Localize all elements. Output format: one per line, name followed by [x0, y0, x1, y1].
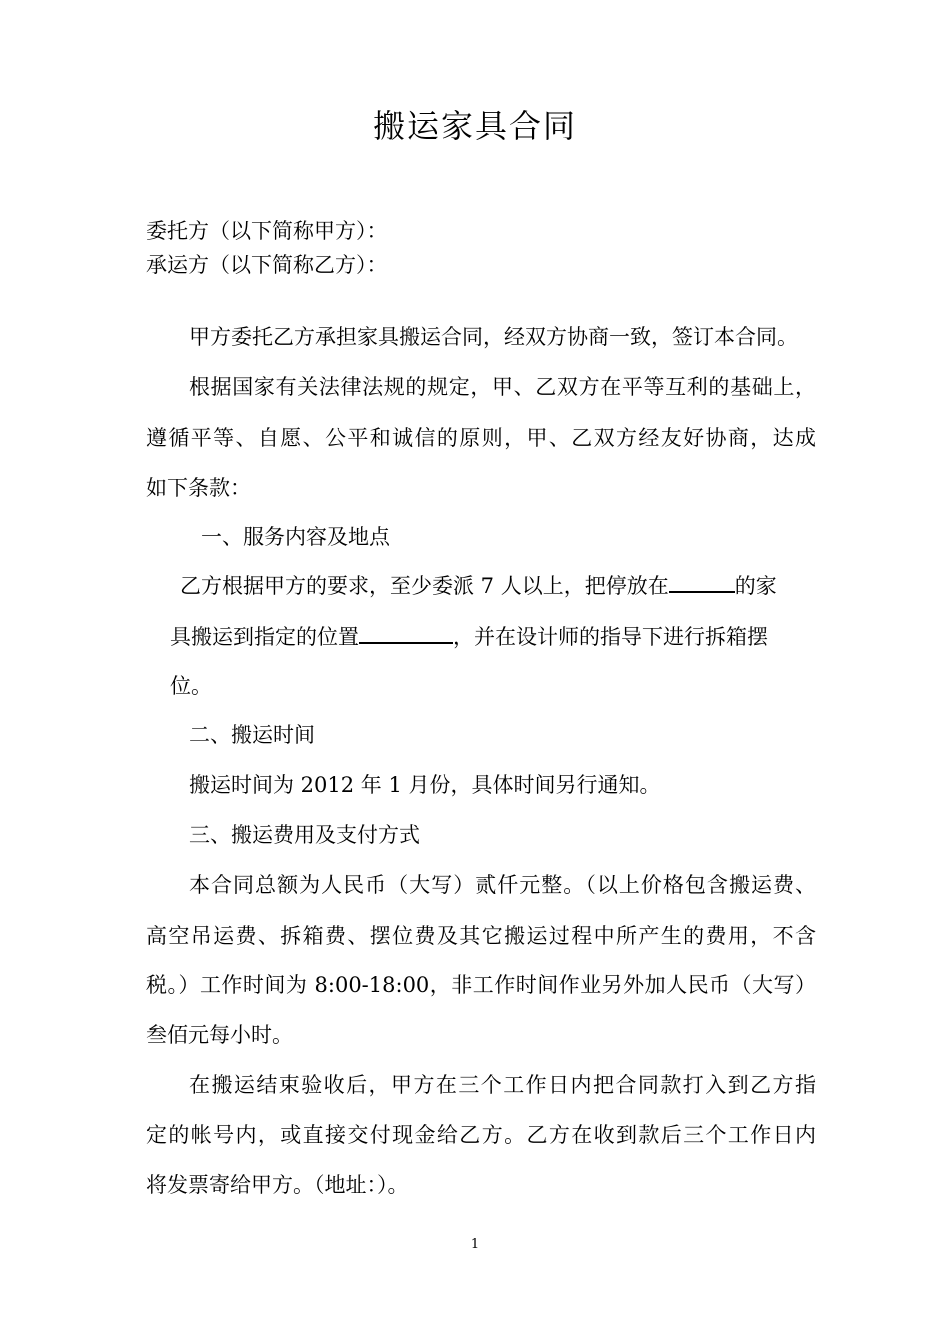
- section-1-line-2-text-after: ，并在设计师的指导下进行拆箱摆: [453, 625, 768, 649]
- section-3-paragraph-1-line-4: 叁佰元每小时。: [146, 1023, 293, 1047]
- section-3-paragraph-2-line-3: 将发票寄给甲方。（地址：）。: [146, 1173, 409, 1197]
- intro-paragraph-2-line-2: 遵循平等、自愿、公平和诚信的原则，甲、乙双方经友好协商，达成: [146, 426, 816, 450]
- section-2-text: 搬运时间为 2012 年 1 月份，具体时间另行通知。: [189, 773, 661, 797]
- section-2-heading: 二、搬运时间: [189, 723, 315, 747]
- page-number: 1: [470, 1237, 480, 1252]
- section-3-paragraph-1-line-3: 税。）工作时间为 8:00-18:00，非工作时间作业另外加人民币（大写）: [146, 973, 816, 997]
- section-3-heading: 三、搬运费用及支付方式: [189, 823, 420, 847]
- location-destination-blank: [359, 622, 453, 644]
- section-1-line-2: [170, 620, 816, 654]
- section-3-paragraph-1-line-2: 高空吊运费、拆箱费、摆位费及其它搬运过程中所产生的费用，不含: [146, 924, 816, 948]
- section-3-paragraph-2-line-2: 定的帐号内，或直接交付现金给乙方。乙方在收到款后三个工作日内: [146, 1123, 816, 1147]
- section-3-paragraph-1-line-1: 本合同总额为人民币（大写）贰仟元整。（以上价格包含搬运费、: [189, 873, 816, 897]
- intro-paragraph-2-line-1: 根据国家有关法律法规的规定，甲、乙双方在平等互利的基础上，: [189, 375, 816, 399]
- section-1-heading: 一、服务内容及地点: [201, 525, 390, 549]
- party-b-label: 承运方（以下简称乙方）：: [146, 253, 388, 277]
- section-1-line-1: [180, 569, 816, 603]
- section-1-line-2-text-before: 具搬运到指定的位置: [170, 625, 359, 649]
- section-3-paragraph-2-line-1: 在搬运结束验收后，甲方在三个工作日内把合同款打入到乙方指: [189, 1073, 816, 1097]
- section-1-line-3: 位。: [170, 674, 212, 698]
- party-a-label: 委托方（以下简称甲方）：: [146, 219, 388, 243]
- location-origin-blank: [669, 571, 735, 593]
- intro-paragraph-2-line-3: 如下条款：: [146, 476, 251, 500]
- document-title: 搬运家具合同: [372, 107, 577, 145]
- section-1-line-1-text-before: 乙方根据甲方的要求，至少委派 7 人以上，把停放在: [180, 574, 669, 598]
- intro-paragraph-1: 甲方委托乙方承担家具搬运合同，经双方协商一致，签订本合同。: [189, 325, 798, 349]
- section-1-line-1-text-after: 的家: [734, 574, 777, 598]
